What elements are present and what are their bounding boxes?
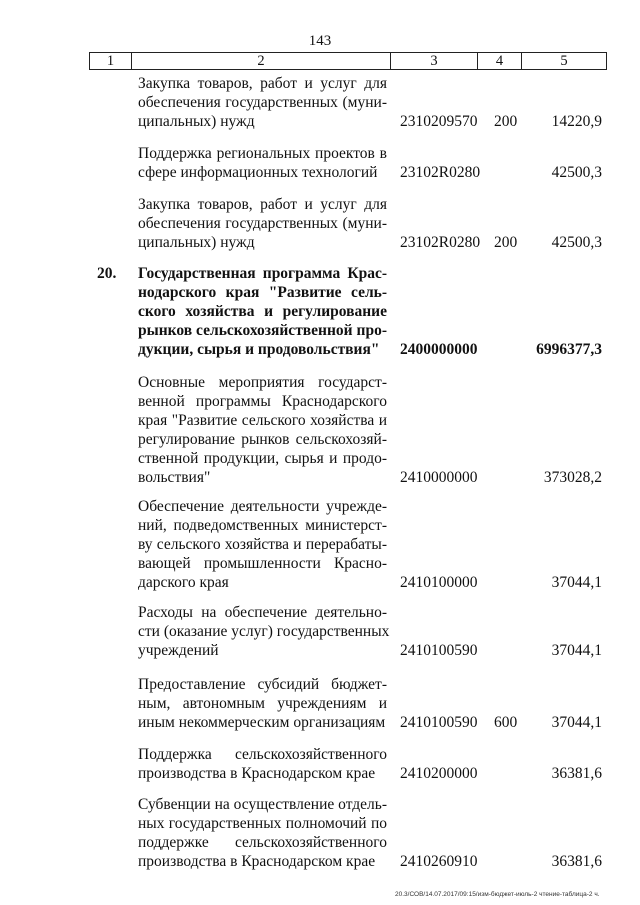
row-expense-type: 200 [494,234,518,251]
row-name-line: ского хозяйства и регулирование [138,303,387,320]
document-footer: 20.3/СОВ/14.07.2017/09:15/изм-бюджет-июль-2 чтение-таблица-2 ч. [395,891,600,898]
row-name [138,497,387,592]
row-name-line: Государственная программа Крас- [138,265,387,282]
row-name-line: Основные мероприятия государст- [138,374,387,391]
header-col-2: 2 [132,53,391,69]
row-name [138,144,387,182]
row-name [138,74,387,131]
page-number: 143 [308,33,332,49]
header-col-1: 1 [90,53,132,69]
row-amount: 37044,1 [551,642,602,659]
row-name-line: Закупка товаров, работ и услуг для [138,75,387,92]
row-name-line: Расходы на обеспечение деятельно- [138,604,387,621]
row-name-line: Субвенции на осуществление отдель- [138,796,387,813]
row-name [138,373,387,487]
row-code: 2410000000 [400,469,478,486]
row-name-line: производства в Краснодарском крае [138,765,376,782]
header-col-4: 4 [478,53,522,69]
row-expense-type: 600 [494,714,518,731]
row-code: 23102R0280 [400,164,481,181]
row-name-line: Обеспечение деятельности учрежде- [138,498,387,515]
row-code: 2410100590 [400,642,478,659]
row-amount: 36381,6 [551,853,602,870]
row-code: 23102R0280 [400,234,481,251]
row-name-line: края "Развитие сельского хозяйства и [138,412,387,429]
row-name-line: поддержке сельскохозяйственного [138,834,387,851]
row-name-line: сфере информационных технологий [138,164,378,181]
row-amount: 42500,3 [551,164,602,181]
row-name [138,675,387,732]
row-name-line: производства в Краснодарском крае [138,853,376,870]
table-header [89,52,607,70]
row-expense-type: 200 [494,113,518,130]
row-amount: 6996377,3 [536,341,602,358]
row-amount: 14220,9 [551,113,602,130]
row-name [138,264,387,359]
row-name-line: вающей промышленности Красно- [138,555,387,572]
row-number: 20. [97,265,117,282]
row-amount: 36381,6 [551,765,602,782]
row-code: 2410100000 [400,574,478,591]
row-name-line: регулирование рынков сельскохозяй- [138,431,387,448]
row-code: 2310209570 [400,113,478,130]
row-name-line: венной программы Краснодарского [138,393,387,410]
row-name-line: дукции, сырья и продовольствия" [138,341,380,358]
row-name-line: вольствия" [138,469,211,486]
row-name-line: рынков сельскохозяйственной про- [138,322,387,339]
row-name [138,195,387,252]
row-name-line: ву сельского хозяйства и перерабаты- [138,536,387,553]
row-code: 2400000000 [400,341,478,358]
row-name-line: ципальных) нужд [138,113,255,130]
row-name-line: Закупка товаров, работ и услуг для [138,196,387,213]
row-code: 2410260910 [400,853,478,870]
header-col-5: 5 [560,53,568,69]
row-amount: 37044,1 [551,574,602,591]
row-name-line: обеспечения государственных (муни- [138,215,387,232]
row-name-line: учреждений [138,642,219,659]
row-name-line: обеспечения государственных (муни- [138,94,387,111]
row-name-line: ственной продукции, сырья и продо- [138,450,387,467]
header-col-3: 3 [391,53,478,69]
row-name-line: иным некоммерческим организациям [138,714,386,731]
row-amount: 373028,2 [543,469,602,486]
row-name [138,795,387,871]
row-name-line: Предоставление субсидий бюджет- [138,676,387,693]
row-code: 2410100590 [400,714,478,731]
row-name-line: ным, автономным учреждениям и [138,695,387,712]
row-amount: 42500,3 [551,234,602,251]
row-name-line: нодарского края "Развитие сель- [138,284,387,301]
row-name [138,745,387,783]
row-name-line: ний, подведомственных министерст- [138,517,387,534]
row-name [138,603,390,660]
row-name-line: Поддержка региональных проектов в [138,145,387,162]
row-name-line: ципальных) нужд [138,234,255,251]
row-name-line: ных государственных полномочий по [138,815,387,832]
row-amount: 37044,1 [551,714,602,731]
row-name-line: сти (оказание услуг) государственных [138,623,390,640]
row-name-line: дарского края [138,574,229,591]
row-name-line: Поддержка сельскохозяйственного [138,746,387,763]
row-code: 2410200000 [400,765,478,782]
